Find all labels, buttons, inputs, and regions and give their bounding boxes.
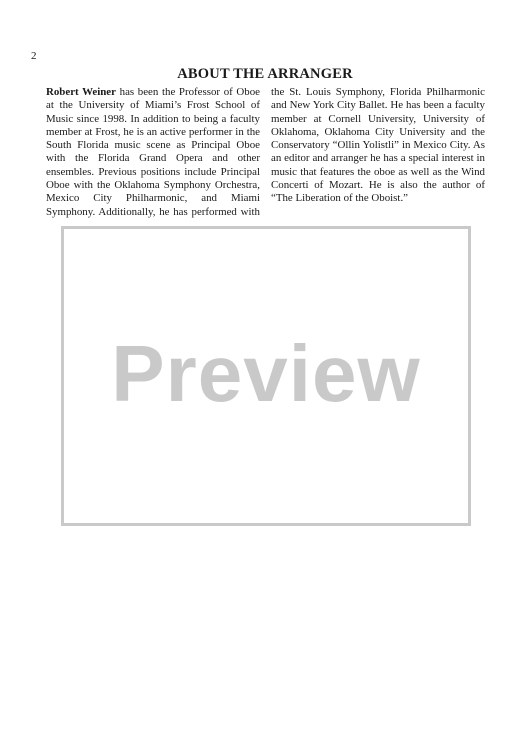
arranger-bio [46,86,485,219]
preview-watermark-box [61,226,471,526]
page-number: 2 [31,50,37,62]
preview-watermark-text: Preview [111,329,421,418]
page-title: ABOUT THE ARRANGER [177,66,353,82]
bio-text: has been the Professor of Oboe at the University of Miami’s Frost School of Music since 1998. In addition to being a faculty member at Frost, he is an active performer in the South Florida music scene as Principal Oboe with the Florida Grand Opera and other ensembles. Previous positions include Principal Oboe with the Oklahoma Symphony Orchestra, Mexico City Philharmonic, and Miami Symphony. Additionally, he has performed with the St. Louis Symphony, Florida Philharmonic and New York City Ballet. He has been a faculty member at Cornell University, University of Oklahoma, Oklahoma City University and the Conservatory “Ollin Yolistli” in Mexico City. As an editor and arranger he has a special interest in music that features the oboe as well as the Wind Concerti of Mozart. He is also the author of “The Liberation of the Oboist.” [46,86,485,218]
bio-paragraph [46,86,485,219]
arranger-name: Robert Weiner [46,86,116,98]
